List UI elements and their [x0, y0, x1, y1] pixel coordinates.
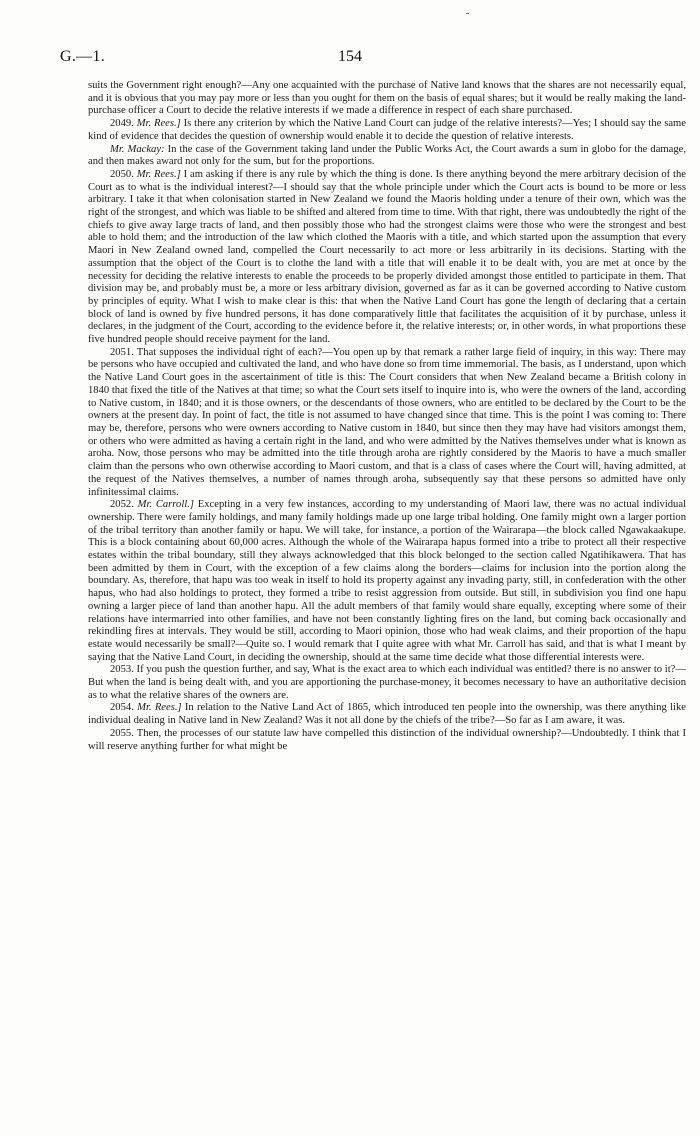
paragraph-2052: [88, 499, 686, 664]
paragraph-2049: [88, 118, 686, 143]
paragraph-text: Then, the processes of our statute law have compelled this distinction of the individual ownership?—Undoubtedly. I think that I will reserve anything further for what might be: [88, 727, 686, 752]
question-number: 2051.: [110, 346, 134, 358]
paragraph-text: Is there any criterion by which the Native Land Court can judge of the relative interests?—Yes; I should say the same kind of evidence that decides the question of ownership would enable it to decide the question of relative interests.: [88, 118, 686, 142]
paragraph-2055: [88, 728, 686, 753]
question-number: 2050.: [110, 168, 134, 180]
paragraph-2050: [88, 169, 686, 347]
paragraph-text: In relation to the Native Land Act of 1865, which introduced ten people into the ownership, was there anything like individual dealing in Native land in New Zealand? Was it not all done by the chiefs of the tribe?—So far as I am aware, it was.: [88, 702, 686, 727]
question-number: 2055.: [110, 727, 134, 739]
speaker: Mr. Carroll.]: [137, 499, 194, 511]
paragraph-text: In the case of the Government taking land under the Public Works Act, the Court awards a sum in globo for the damage, and then makes award not only for the sum, but for the proportions.: [88, 143, 686, 168]
paragraph-text: I am asking if there is any rule by which the thing is done. Is there anything beyond the mere arbitrary decision of the Court as to what is the individual interest?—I should say that the whole principle under which the Court acts is bound to be more or less arbitrary. I take it that when colonisation started in New Zealand we found the Maoris holding under a tenure of their own, which was the right of the strongest, and which was liable to be shifted and altered from time to time. With that right, there was undoubtedly the right of the chiefs to give away large tracts of land, and then possibly those who had the strongest claims were those who were the strongest and best able to hold them; and the introduction of the law which clothed the Maoris with a title, and which started upon the assumption that every Maori in New Zealand owned land, compelled the Court necessarily to act more or less arbitrarily in its decisions. Starting with the assumption that the object of the Court is to clothe the land with a title that will enable it to be dealt with, you are met at once by the necessity for deciding the relative interests to enable the proceeds to be properly divided amongst those entitled to participate in them. That division may be, and probably must be, a more or less arbitrary division, governed as far as it can be governed according to Native custom by principles of equity. What I wish to make clear is this: that when the Native Land Court has gone the length of declaring that a certain block of land is owned by five hundred persons, it has done comparatively little that facilitates the acquisition of it by purchase, unless it declares, in the judgment of the Court, according to the evidence before it, the relative interests; or, in other words, in what proportions these five hundred people should receive payment for the land.: [88, 168, 687, 346]
question-number: 2054.: [110, 702, 134, 714]
paragraph: [88, 80, 686, 118]
question-number: 2052.: [110, 499, 134, 511]
scan-mark: [466, 13, 469, 14]
speaker: Mr. Rees.]: [136, 168, 181, 180]
paragraph-2051: [88, 347, 686, 499]
paragraph-text: suits the Government right enough?—Any one acquainted with the purchase of Native land knows that the shares are not necessarily equal, and it is obvious that you may pay more or less than you ought for them on the basis of equal shares; but it would be really making the land-purchase officer a Court to decide the relative interests if we made a difference in respect of each share purchased.: [88, 80, 686, 117]
paragraph-text: If you push the question further, and say, What is the exact area to which each individual was entitled? there is no answer to it?—But when the land is being dealt with, and you are apportioning the purchase-money, it becomes necessary to have an authoritative decision as to what the relative shares of the owners are.: [88, 664, 686, 701]
speaker: Mr. Rees.]: [136, 118, 181, 130]
question-number: 2053.: [110, 664, 134, 676]
paragraph-mackay: [88, 144, 686, 169]
paragraph-text: That supposes the individual right of each?—You open up by that remark a rather large field of inquiry, in this way: There may be persons who have occupied and cultivated the land, and who have done so from time immemorial. The basis, as I understand, upon which the Native Land Court goes in the ascertainment of title is this: The Court considers that when New Zealand became a British colony in 1840 that fixed the title of the Natives at that time; so what the Court sets itself to inquire into is, who were the owners of the land, according to Native custom, in 1840; and it is those owners, or the descendants of those owners, who are entitled to be declared by the Court to be the owners at the present day. In point of fact, the title is not assumed to have changed since that time. This is the point I was coming to: There may be, therefore, persons who were owners according to Native custom in 1840, but since then they may have had visitors amongst them, or others who were admitted as having a certain right in the land, and who were admitted by the Natives themselves under what is known as aroha. Now, those persons who may be admitted into the title through aroha are rightly considered by the Maoris to have a much smaller claim than the persons who own otherwise according to Maori custom, and that is a class of cases where the Court will, having admitted, at the request of the Natives themselves, a number of names through aroha, subsequently say that these persons so admitted have only infinitessimal claims.: [88, 346, 686, 498]
paragraph-2053: [88, 664, 686, 702]
paragraph-2054: [88, 702, 686, 727]
speaker: Mr. Rees.]: [137, 702, 182, 714]
paragraph-text: Excepting in a very few instances, according to my understanding of Maori law, there was no actual individual ownership. There were family holdings, and many family holdings made up one large tribal holding. One family might own a larger portion of the tribal territory than another family or hapu. We will take, for instance, a portion of the Wairarapa—the block called Ngawakaakupe. This is a block containing about 60,000 acres. Although the whole of the Wairarapa hapus formed into a tribe to protect all their respective estates within the tribal boundary, still they always acknowledged that this block belonged to the section called Ngatihikawera. That has been admitted by them in Court, with the exception of a few claims along the borders—claims for inclusion into the portion along the boundary. As, therefore, that hapu was too weak in itself to hold its property against any invading party, still, in confederation with the other hapus, who had also holdings to protect, they formed a tribe to resist aggression from outside. But still, in subdivision you find one hapu owning a larger piece of land than another hapu. All the adult members of that family would share equally, excepting where some of their relations have intermarried into other families, and have not been constantly lighting fires on the land, but coming back occasionally and rekindling fires at intervals. They would be still, according to Maori opinion, those who had weak claims, and their proportion of the hapu estate would necessarily be small?—Quite so. I would remark that I quite agree with what Mr. Carroll has said, and that is what I meant by saying that the Native Land Court, in deciding the ownership, should at the same time decide what those differential interests were.: [88, 499, 686, 663]
speaker: Mr. Mackay:: [110, 143, 165, 155]
report-reference: G.—1.: [60, 48, 106, 65]
evidence-text: [88, 80, 686, 753]
page-header: [52, 48, 648, 72]
page-number: 154: [338, 48, 362, 65]
question-number: 2049.: [110, 118, 134, 130]
